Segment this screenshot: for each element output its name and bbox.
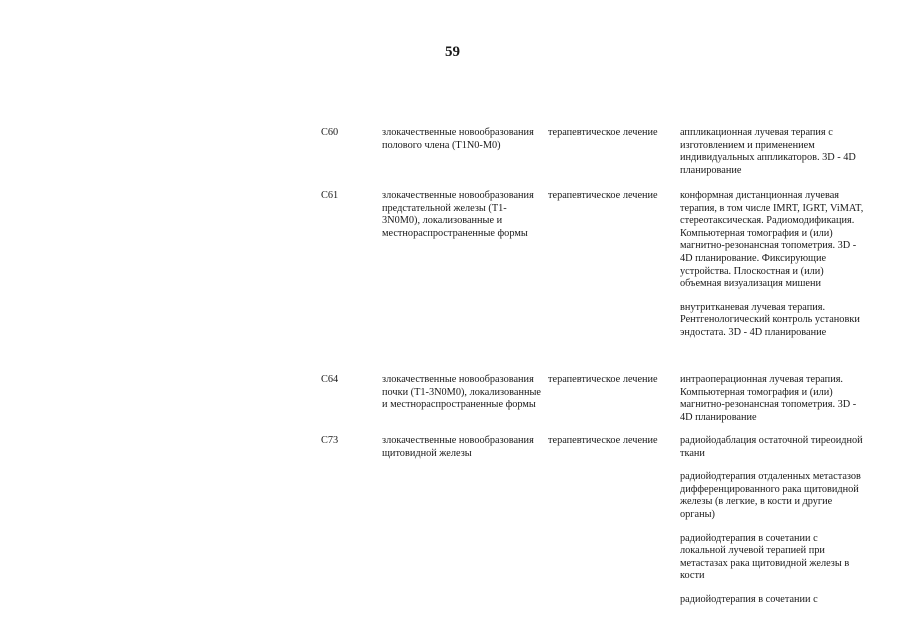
method-item: радиойодаблация остаточной тиреоидной ткани bbox=[680, 435, 863, 459]
table-row-c60 bbox=[321, 127, 866, 190]
icd-code: C64 bbox=[321, 374, 339, 385]
method-list bbox=[680, 127, 865, 177]
table-row-c64 bbox=[321, 374, 866, 435]
treatment-table bbox=[321, 127, 866, 610]
diagnosis-text: злокачественные новообразования щитовидной железы bbox=[382, 435, 534, 459]
method-item: интраоперационная лучевая терапия. Компьютерная томография и (или) магнитно-резонансная топометрия. 3D - 4D планирование bbox=[680, 374, 857, 423]
method-list bbox=[680, 374, 865, 424]
diagnosis-text: злокачественные новообразования предстательной железы (T1-3N0M0), локализованные и местнораспространенные формы bbox=[382, 190, 534, 239]
diagnosis-text: злокачественные новообразования полового члена (T1N0-M0) bbox=[382, 127, 534, 151]
table-row-c73 bbox=[321, 435, 866, 610]
table-row-c61 bbox=[321, 190, 866, 374]
method-item: радиойодтерапия в сочетании с bbox=[680, 593, 818, 605]
method-item: конформная дистанционная лучевая терапия, в том числе IMRT, IGRT, ViMAT, стереотаксическая. Радиомодификация. Компьютерная томография и (или) магнитно-резонансная топометрия. 3D - 4D планирование. Фиксирующие устройства. Плоскостная и (или) объемная визуализация мишени bbox=[680, 190, 864, 290]
treatment-type: терапевтическое лечение bbox=[548, 374, 658, 385]
method-list bbox=[680, 435, 865, 607]
method-item: аппликационная лучевая терапия с изготовлением и применением индивидуальных аппликаторов. 3D - 4D планирование bbox=[680, 127, 856, 176]
icd-code: C61 bbox=[321, 190, 339, 201]
icd-code: C60 bbox=[321, 127, 339, 138]
method-item: внутритканевая лучевая терапия. Рентгенологический контроль установки эндостата. 3D - 4D планирование bbox=[680, 301, 860, 338]
treatment-type: терапевтическое лечение bbox=[548, 190, 658, 201]
method-item: радиойодтерапия в сочетании с локальной лучевой терапией при метастазах рака щитовидной железы в кости bbox=[680, 532, 850, 582]
icd-code: C73 bbox=[321, 435, 339, 446]
diagnosis-text: злокачественные новообразования почки (T1-3N0M0), локализованные и местнораспространенные формы bbox=[382, 374, 541, 411]
treatment-type: терапевтическое лечение bbox=[548, 127, 658, 138]
page-number: 59 bbox=[445, 44, 460, 60]
treatment-type: терапевтическое лечение bbox=[548, 435, 658, 446]
method-item: радиойодтерапия отдаленных метастазов дифференцированного рака щитовидной железы (в легкие, в кости и другие органы) bbox=[680, 471, 861, 520]
method-list bbox=[680, 190, 865, 340]
